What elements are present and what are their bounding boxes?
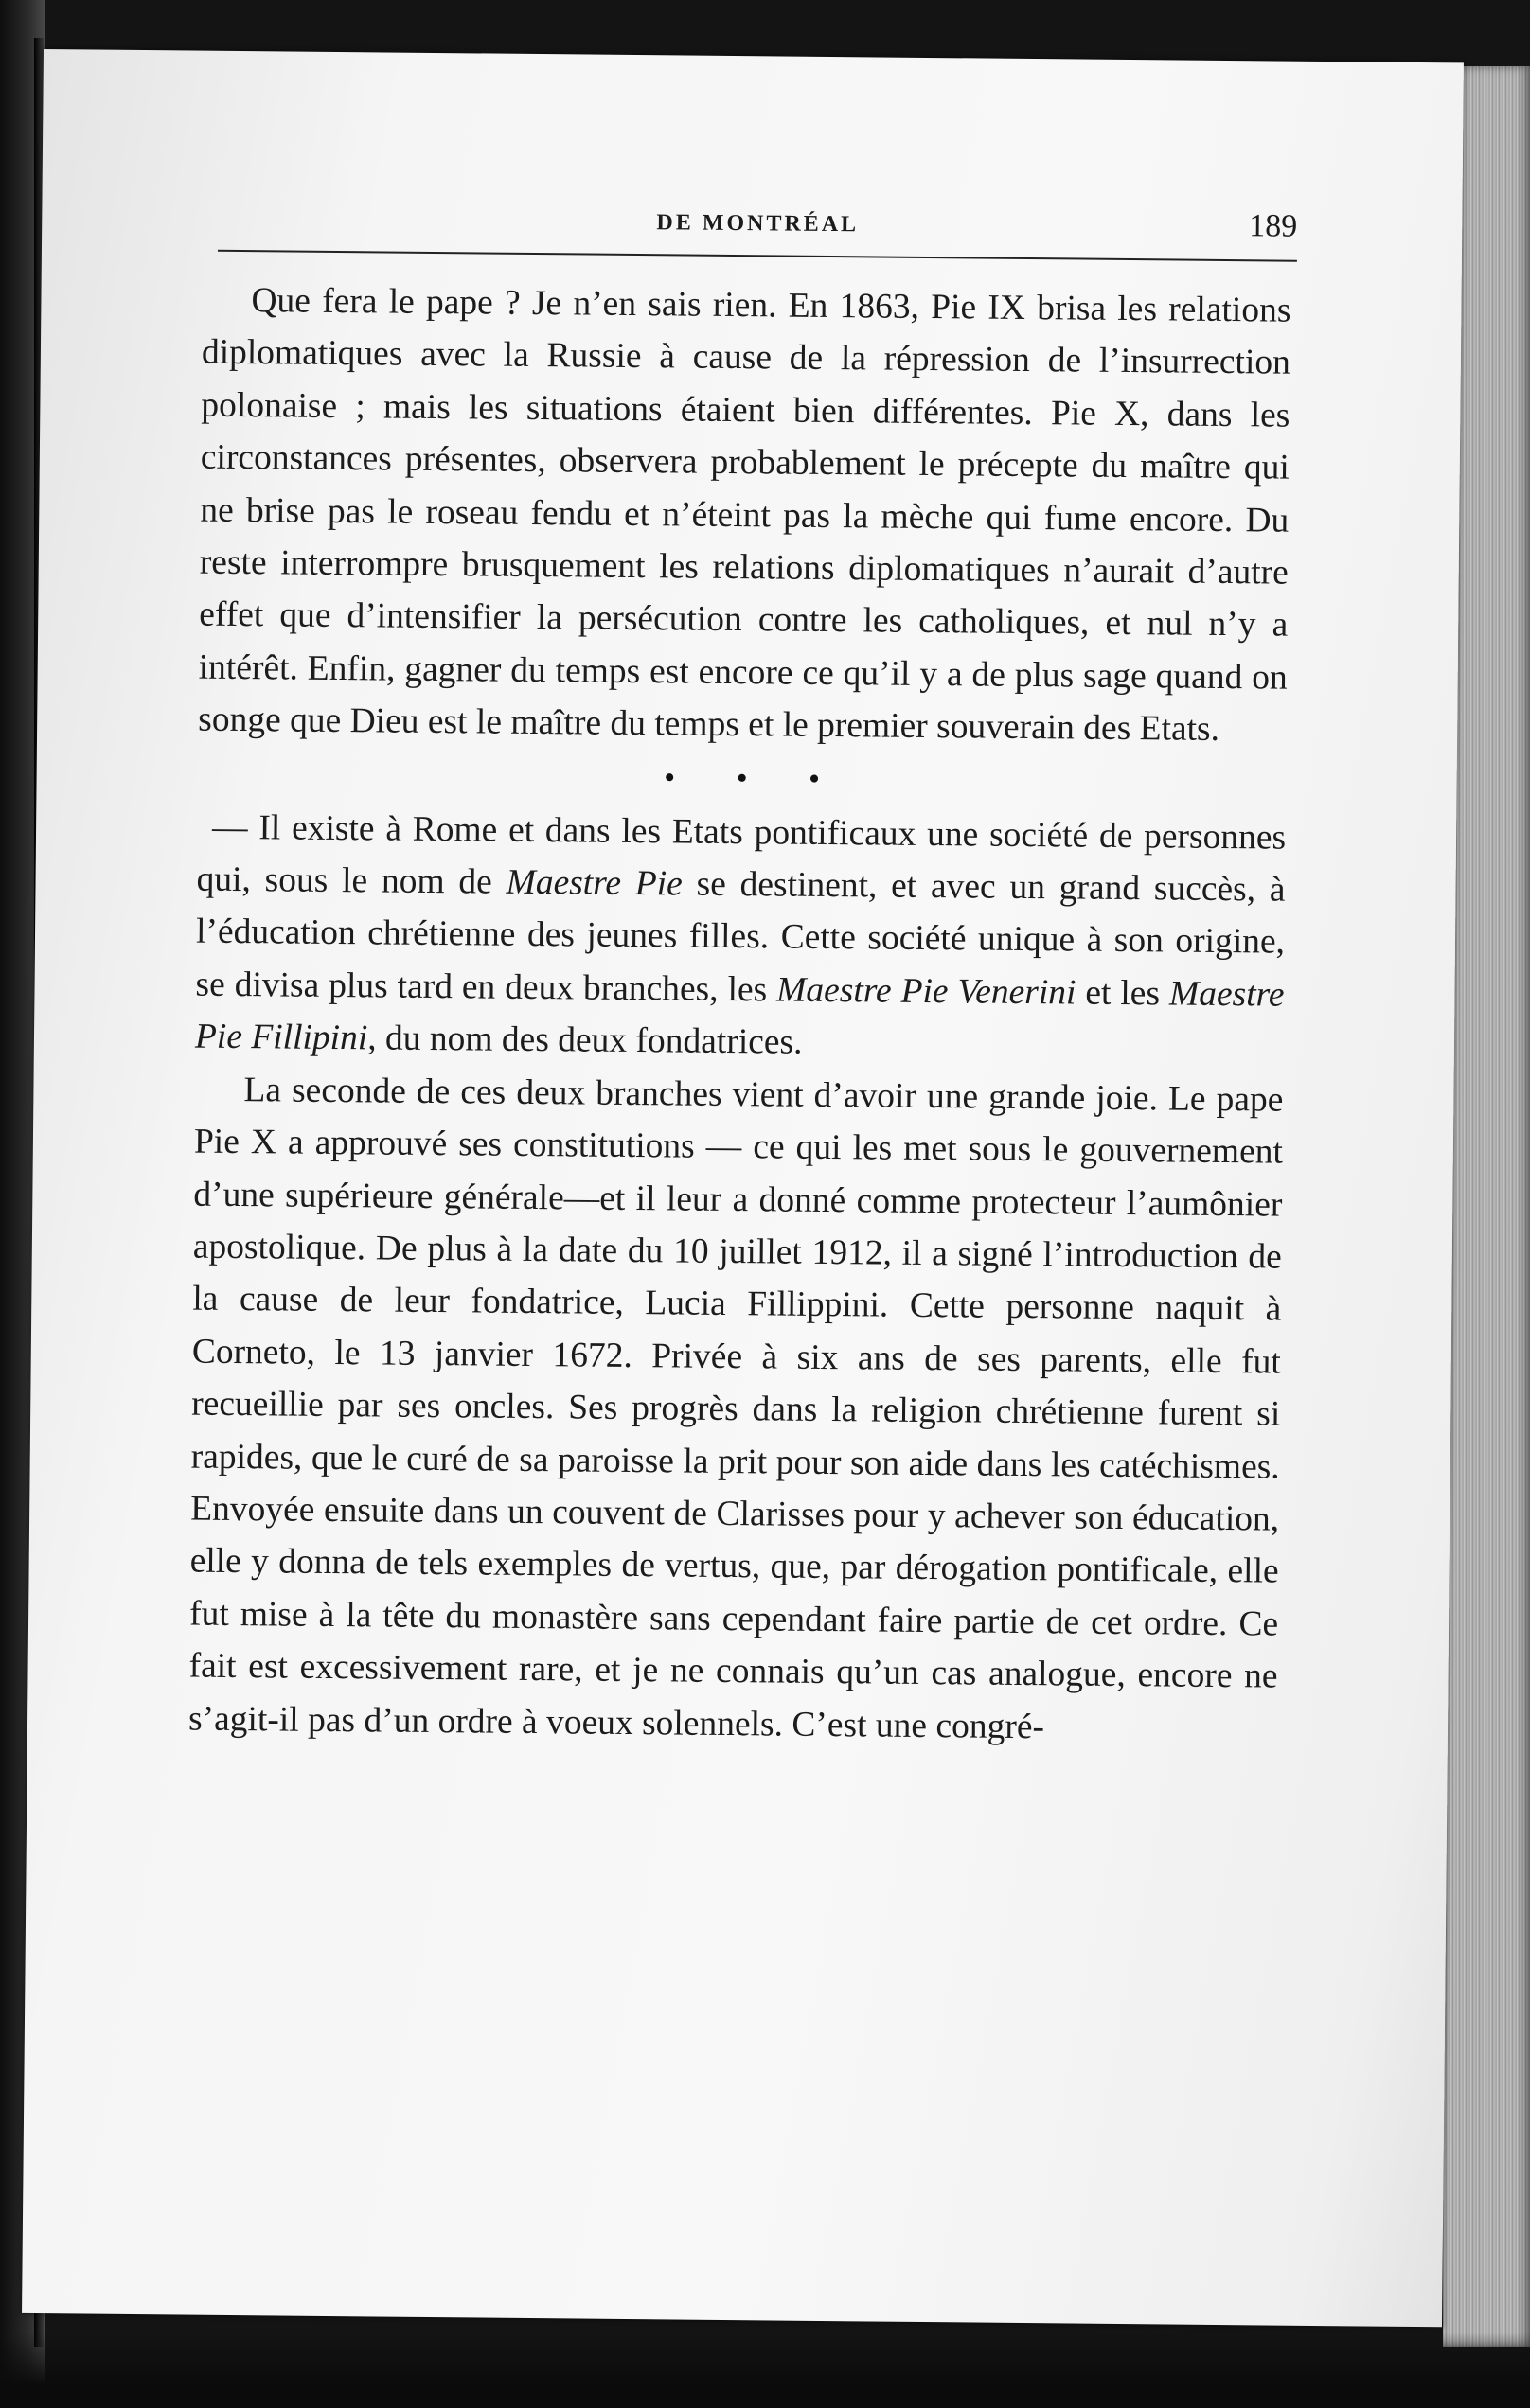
paragraph-2-text: — Il existe à Rome et dans les Etats pontificaux une société de personnes qui, sous le nom de — [196, 807, 1287, 902]
running-head: DE MONTRÉAL — [656, 210, 860, 238]
page-header — [218, 193, 1298, 262]
paragraph-2-text: se destinent, et avec un grand succès, à l’éducation chrétienne des jeunes filles. Cette société unique à son origine, se divisa plus tard en deux branches, les — [195, 864, 1286, 1010]
section-separator: • • • — [664, 759, 847, 797]
paragraph-1: Que fera le pape ? Je n’en sais rien. En 1863, Pie IX brisa les relations diplomatiques avec la Russie à cause de la répression de l’insurrection polonaise ; mais les situations étaient bien différentes. Pie X, dans les circonstances présentes, observera probablement le précepte du maître qui ne brise pas le roseau fendu et n’éteint pas la mèche qui fume encore. Du reste interrompre brusquement les relations diplomatiques n’aurait d’autre effet que d’intensifier la persécution contre les catholiques, et nul n’y a intérêt. Enfin, gagner du temps est encore ce qu’il y a de plus sage quand on songe que Dieu est le maître du temps et le premier souverain des Etats. — [198, 281, 1291, 750]
italic-term: Maestre Pie Fillipini, — [194, 974, 1285, 1058]
page-number: 189 — [1249, 208, 1298, 244]
book-page — [22, 49, 1464, 2327]
paragraph-2-text: et les — [1076, 973, 1170, 1014]
italic-term: Maestre Pie Venerini — [775, 970, 1076, 1013]
page-body — [188, 274, 1291, 1756]
italic-term: Maestre Pie — [506, 862, 684, 904]
paragraph-2 — [195, 801, 1287, 1073]
paragraph-2-text: du nom des deux fondatrices. — [376, 1018, 803, 1063]
bottom-shadow — [0, 2332, 1530, 2408]
paragraph-3: La seconde de ces deux branches vient d’avoir une grande joie. Le pape Pie X a approuvé ses constitutions — ce qui les met sous le gouvernement d’une supérieure générale—et il leur a donné comme protecteur l’aumônier apostolique. De plus à la date du 10 juillet 1912, il a signé l’introduction de la cause de leur fondatrice, Lucia Fillippini. Cette personne naquit à Corneto, le 13 janvier 1672. Privée à six ans de ses parents, elle fut recueillie par ses oncles. Ses progrès dans la religion chrétienne furent si rapides, que le curé de sa paroisse la prit pour son aide dans les catéchismes. Envoyée ensuite dans un couvent de Clarisses pour y achever son éducation, elle y donna de tels exemples de vertus, que, par dérogation pontificale, elle fut mise à la tête du monastère sans cependant faire partie de cet ordre. Ce fait est excessivement rare, et je ne connais qu’un cas analogue, encore ne s’agit-il pas d’un ordre à voeux solennels. C’est une congré- — [187, 1070, 1284, 1746]
